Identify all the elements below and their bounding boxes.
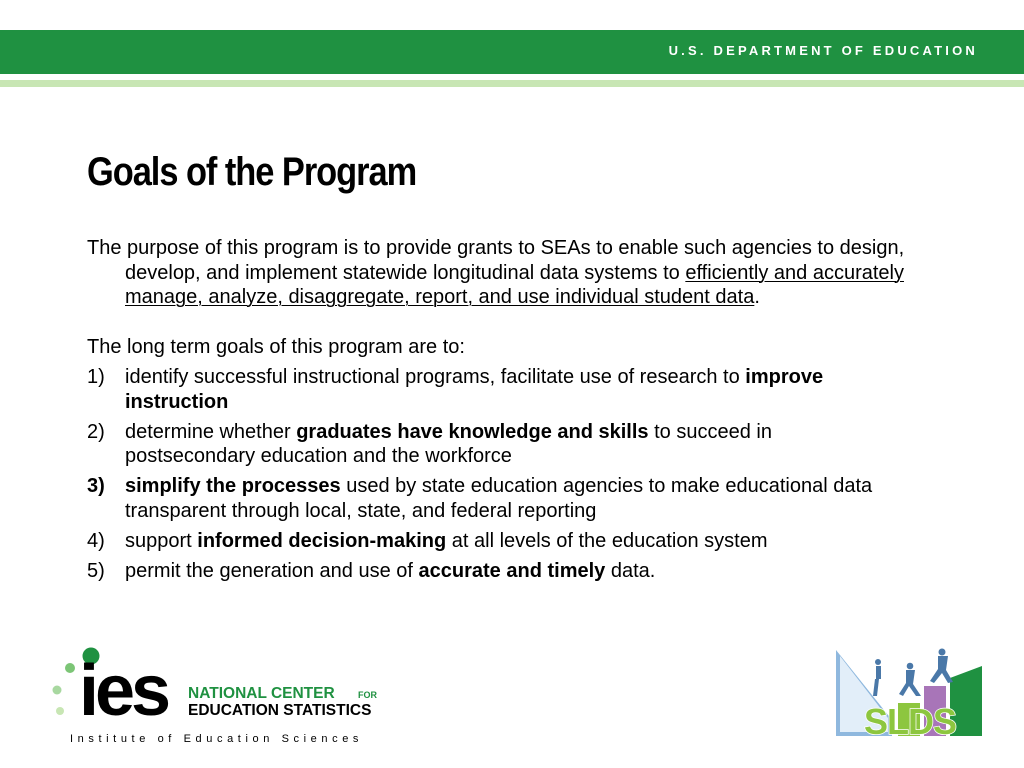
goal-bold-text: simplify the processes — [125, 475, 341, 497]
goal-number: 5) — [87, 559, 105, 582]
goal-number: 3) — [87, 475, 105, 497]
logo-dot — [56, 707, 64, 715]
goal-text: identify successful instructional programs, facilitate use of research to — [125, 366, 746, 388]
header-accent-line — [0, 80, 1024, 87]
goal-bold-text: graduates have knowledge and skills — [296, 420, 649, 443]
logo-dot — [53, 686, 62, 695]
ies-letters: ies — [79, 651, 168, 731]
goal-text: support — [125, 529, 198, 552]
goal-text-end: at all levels of the education system — [446, 529, 768, 552]
goal-text-end: data. — [605, 559, 656, 582]
goal-text: permit the generation and use of — [125, 559, 419, 582]
goal-text: determine whether — [125, 420, 297, 443]
goal-item — [87, 365, 907, 414]
slds-text: SLDS — [864, 701, 957, 736]
goal-number: 4) — [87, 529, 105, 552]
goal-text-end: used by state education agencies to make educational data transparent through local, state, and federal reporting — [125, 475, 873, 522]
purpose-paragraph — [87, 236, 907, 310]
slide-body — [87, 236, 907, 589]
goal-number: 2) — [87, 420, 105, 443]
goal-bold-text: informed decision-making — [197, 529, 447, 552]
goal-item — [87, 474, 907, 523]
header-bar — [0, 30, 1024, 74]
ies-line2: EDUCATION STATISTICS — [188, 702, 372, 719]
ies-tagline: Institute of Education Sciences — [70, 733, 364, 745]
goal-item — [87, 529, 907, 554]
ies-logo — [48, 645, 393, 745]
goal-item — [87, 420, 907, 469]
goal-number: 1) — [87, 366, 105, 388]
goals-list — [87, 365, 907, 583]
ies-for: FOR — [358, 690, 377, 700]
slds-logo — [836, 648, 982, 736]
goals-intro: The long term goals of this program are to: — [87, 335, 465, 358]
purpose-end: . — [754, 286, 760, 308]
slide-title: Goals of the Program — [87, 150, 417, 194]
goal-text-end: to succeed in postsecondary education and the workforce — [125, 420, 772, 467]
goal-bold-text: improve instruction — [125, 366, 824, 413]
goal-item — [87, 559, 907, 584]
purpose-underlined-text: efficiently and accurately manage, analyze, disaggregate, report, and use individual student data — [125, 261, 904, 308]
goal-bold-text: accurate and timely — [418, 559, 606, 582]
ies-line1: NATIONAL CENTER — [188, 685, 335, 702]
purpose-text: The purpose of this program is to provide grants to SEAs to enable such agencies to design, develop, and implement statewide longitudinal data systems to — [87, 237, 905, 284]
department-name: U.S. DEPARTMENT OF EDUCATION — [668, 43, 978, 58]
logo-dot — [65, 663, 75, 673]
